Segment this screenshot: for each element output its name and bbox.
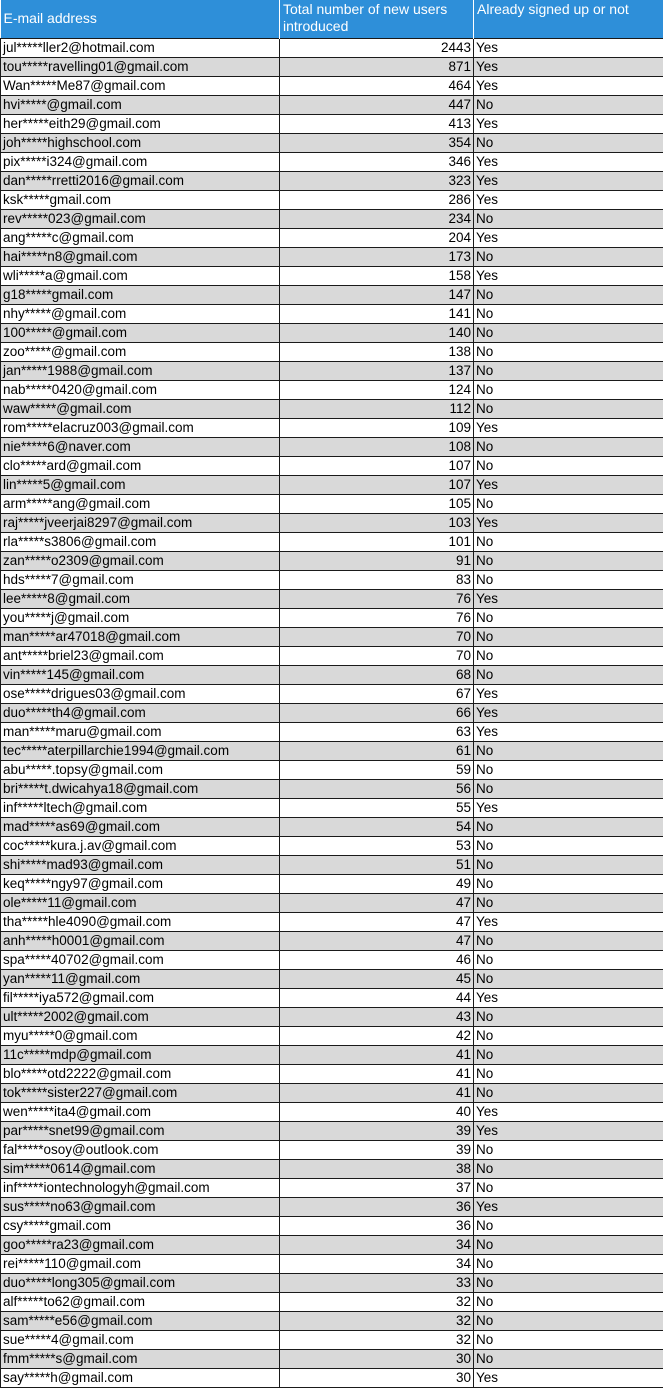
email-cell: rla*****s3806@gmail.com <box>1 532 280 551</box>
email-cell: sue*****4@gmail.com <box>1 1330 280 1349</box>
signed-up-cell: No <box>474 1311 663 1330</box>
new-users-count-cell: 107 <box>280 475 474 494</box>
table-row <box>1 285 663 304</box>
signed-up-cell: No <box>474 950 663 969</box>
new-users-count-cell: 37 <box>280 1178 474 1197</box>
email-cell: rev*****023@gmail.com <box>1 209 280 228</box>
email-cell: fmm*****s@gmail.com <box>1 1349 280 1368</box>
new-users-count-cell: 91 <box>280 551 474 570</box>
signed-up-cell: No <box>474 1216 663 1235</box>
new-users-count-cell: 108 <box>280 437 474 456</box>
table-row <box>1 475 663 494</box>
table-row <box>1 532 663 551</box>
table-row <box>1 1216 663 1235</box>
table-row <box>1 133 663 152</box>
email-cell: bri*****t.dwicahya18@gmail.com <box>1 779 280 798</box>
email-cell: tou*****ravelling01@gmail.com <box>1 57 280 76</box>
new-users-count-cell: 41 <box>280 1083 474 1102</box>
email-cell: shi*****mad93@gmail.com <box>1 855 280 874</box>
email-cell: hai*****n8@gmail.com <box>1 247 280 266</box>
signed-up-cell: Yes <box>474 1121 663 1140</box>
email-cell: inf*****iontechnologyh@gmail.com <box>1 1178 280 1197</box>
table-row <box>1 627 663 646</box>
email-cell: joh*****highschool.com <box>1 133 280 152</box>
new-users-count-cell: 76 <box>280 608 474 627</box>
signed-up-cell: Yes <box>474 190 663 209</box>
email-cell: fal*****osoy@outlook.com <box>1 1140 280 1159</box>
email-cell: sim*****0614@gmail.com <box>1 1159 280 1178</box>
table-row <box>1 1159 663 1178</box>
signed-up-cell: Yes <box>474 171 663 190</box>
new-users-count-cell: 49 <box>280 874 474 893</box>
table-row <box>1 817 663 836</box>
table-row <box>1 380 663 399</box>
signed-up-cell: No <box>474 931 663 950</box>
email-cell: jul*****ller2@hotmail.com <box>1 38 280 57</box>
new-users-count-cell: 346 <box>280 152 474 171</box>
signed-up-cell: No <box>474 437 663 456</box>
new-users-count-cell: 66 <box>280 703 474 722</box>
new-users-count-cell: 112 <box>280 399 474 418</box>
email-cell: par*****snet99@gmail.com <box>1 1121 280 1140</box>
table-row <box>1 950 663 969</box>
signed-up-cell: No <box>474 209 663 228</box>
email-cell: her*****eith29@gmail.com <box>1 114 280 133</box>
signed-up-cell: No <box>474 741 663 760</box>
new-users-count-cell: 2443 <box>280 38 474 57</box>
new-users-count-cell: 30 <box>280 1349 474 1368</box>
table-row <box>1 855 663 874</box>
signed-up-cell: No <box>474 551 663 570</box>
signed-up-cell: No <box>474 1273 663 1292</box>
signed-up-cell: No <box>474 874 663 893</box>
new-users-count-cell: 286 <box>280 190 474 209</box>
email-cell: dan*****rretti2016@gmail.com <box>1 171 280 190</box>
new-users-count-cell: 147 <box>280 285 474 304</box>
table-row <box>1 836 663 855</box>
table-row <box>1 874 663 893</box>
signed-up-cell: No <box>474 304 663 323</box>
signed-up-cell: No <box>474 1026 663 1045</box>
signed-up-cell: Yes <box>474 589 663 608</box>
new-users-count-cell: 54 <box>280 817 474 836</box>
new-users-count-cell: 36 <box>280 1197 474 1216</box>
email-cell: anh*****h0001@gmail.com <box>1 931 280 950</box>
table-row <box>1 1083 663 1102</box>
table-row <box>1 931 663 950</box>
new-users-count-cell: 53 <box>280 836 474 855</box>
signed-up-cell: No <box>474 1349 663 1368</box>
new-users-count-cell: 70 <box>280 646 474 665</box>
email-cell: tec*****aterpillarchie1994@gmail.com <box>1 741 280 760</box>
signed-up-cell: No <box>474 342 663 361</box>
signed-up-cell: No <box>474 1064 663 1083</box>
table-row <box>1 570 663 589</box>
signed-up-cell: No <box>474 1159 663 1178</box>
new-users-count-cell: 67 <box>280 684 474 703</box>
email-cell: yan*****11@gmail.com <box>1 969 280 988</box>
email-cell: say*****h@gmail.com <box>1 1368 280 1387</box>
new-users-count-cell: 36 <box>280 1216 474 1235</box>
table-row <box>1 608 663 627</box>
email-cell: wli*****a@gmail.com <box>1 266 280 285</box>
email-cell: coc*****kura.j.av@gmail.com <box>1 836 280 855</box>
signed-up-cell: Yes <box>474 513 663 532</box>
email-cell: Wan*****Me87@gmail.com <box>1 76 280 95</box>
signed-up-cell: No <box>474 646 663 665</box>
signed-up-cell: No <box>474 665 663 684</box>
signed-up-cell: No <box>474 817 663 836</box>
email-cell: sus*****no63@gmail.com <box>1 1197 280 1216</box>
table-row <box>1 247 663 266</box>
email-cell: rom*****elacruz003@gmail.com <box>1 418 280 437</box>
table-row <box>1 95 663 114</box>
table-row <box>1 399 663 418</box>
new-users-count-cell: 38 <box>280 1159 474 1178</box>
new-users-count-cell: 413 <box>280 114 474 133</box>
signed-up-cell: No <box>474 133 663 152</box>
table-row <box>1 1102 663 1121</box>
email-cell: you*****j@gmail.com <box>1 608 280 627</box>
header-signed-up: Already signed up or not <box>474 0 663 38</box>
table-row <box>1 1292 663 1311</box>
signed-up-cell: No <box>474 380 663 399</box>
signed-up-cell: No <box>474 323 663 342</box>
table-row <box>1 171 663 190</box>
email-cell: nhy*****@gmail.com <box>1 304 280 323</box>
signed-up-cell: No <box>474 1140 663 1159</box>
email-cell: ang*****c@gmail.com <box>1 228 280 247</box>
new-users-count-cell: 51 <box>280 855 474 874</box>
new-users-count-cell: 141 <box>280 304 474 323</box>
new-users-count-cell: 63 <box>280 722 474 741</box>
table-row <box>1 969 663 988</box>
new-users-count-cell: 354 <box>280 133 474 152</box>
table-row <box>1 1311 663 1330</box>
table-row <box>1 1121 663 1140</box>
signed-up-cell: Yes <box>474 228 663 247</box>
new-users-count-cell: 137 <box>280 361 474 380</box>
new-users-count-cell: 447 <box>280 95 474 114</box>
email-cell: ole*****11@gmail.com <box>1 893 280 912</box>
new-users-count-cell: 103 <box>280 513 474 532</box>
table-body <box>1 38 663 1387</box>
header-new-users-count: Total number of new users introduced <box>280 0 474 38</box>
signed-up-cell: No <box>474 969 663 988</box>
table-row <box>1 1349 663 1368</box>
table-row <box>1 494 663 513</box>
email-cell: ant*****briel23@gmail.com <box>1 646 280 665</box>
table-row <box>1 114 663 133</box>
new-users-count-cell: 140 <box>280 323 474 342</box>
signed-up-cell: No <box>474 361 663 380</box>
signed-up-cell: Yes <box>474 703 663 722</box>
email-cell: alf*****to62@gmail.com <box>1 1292 280 1311</box>
header-email: E-mail address <box>1 0 280 38</box>
table-row <box>1 456 663 475</box>
email-cell: inf*****ltech@gmail.com <box>1 798 280 817</box>
signed-up-cell: Yes <box>474 57 663 76</box>
new-users-count-cell: 47 <box>280 893 474 912</box>
table-row <box>1 551 663 570</box>
table-row <box>1 76 663 95</box>
email-cell: man*****maru@gmail.com <box>1 722 280 741</box>
table-row <box>1 703 663 722</box>
table-row <box>1 646 663 665</box>
signed-up-cell: Yes <box>474 266 663 285</box>
email-cell: abu*****.topsy@gmail.com <box>1 760 280 779</box>
email-cell: goo*****ra23@gmail.com <box>1 1235 280 1254</box>
table-row <box>1 779 663 798</box>
signed-up-cell: No <box>474 1292 663 1311</box>
signed-up-cell: Yes <box>474 798 663 817</box>
table-row <box>1 418 663 437</box>
new-users-count-cell: 83 <box>280 570 474 589</box>
email-cell: ult*****2002@gmail.com <box>1 1007 280 1026</box>
email-cell: raj*****jveerjai8297@gmail.com <box>1 513 280 532</box>
new-users-count-cell: 46 <box>280 950 474 969</box>
signed-up-cell: Yes <box>474 418 663 437</box>
email-cell: hvi*****@gmail.com <box>1 95 280 114</box>
email-cell: mad*****as69@gmail.com <box>1 817 280 836</box>
email-cell: clo*****ard@gmail.com <box>1 456 280 475</box>
new-users-count-cell: 234 <box>280 209 474 228</box>
table-row <box>1 1026 663 1045</box>
new-users-count-cell: 43 <box>280 1007 474 1026</box>
table-row <box>1 1140 663 1159</box>
table-row <box>1 665 663 684</box>
table-row <box>1 152 663 171</box>
new-users-count-cell: 39 <box>280 1121 474 1140</box>
signed-up-cell: No <box>474 247 663 266</box>
signed-up-cell: Yes <box>474 722 663 741</box>
header-row <box>1 0 663 38</box>
new-users-count-cell: 32 <box>280 1311 474 1330</box>
signed-up-cell: Yes <box>474 684 663 703</box>
email-cell: csy*****gmail.com <box>1 1216 280 1235</box>
new-users-count-cell: 464 <box>280 76 474 95</box>
signed-up-cell: Yes <box>474 76 663 95</box>
email-cell: zoo*****@gmail.com <box>1 342 280 361</box>
new-users-count-cell: 42 <box>280 1026 474 1045</box>
signed-up-cell: No <box>474 1235 663 1254</box>
new-users-count-cell: 76 <box>280 589 474 608</box>
signed-up-cell: Yes <box>474 475 663 494</box>
email-cell: blo*****otd2222@gmail.com <box>1 1064 280 1083</box>
new-users-count-cell: 34 <box>280 1254 474 1273</box>
new-users-count-cell: 109 <box>280 418 474 437</box>
table-row <box>1 798 663 817</box>
table-row <box>1 684 663 703</box>
table-row <box>1 513 663 532</box>
new-users-count-cell: 34 <box>280 1235 474 1254</box>
email-cell: duo*****long305@gmail.com <box>1 1273 280 1292</box>
new-users-count-cell: 158 <box>280 266 474 285</box>
new-users-count-cell: 32 <box>280 1292 474 1311</box>
new-users-count-cell: 138 <box>280 342 474 361</box>
email-cell: tha*****hle4090@gmail.com <box>1 912 280 931</box>
table-row <box>1 228 663 247</box>
email-cell: nie*****6@naver.com <box>1 437 280 456</box>
table-row <box>1 266 663 285</box>
email-cell: myu*****0@gmail.com <box>1 1026 280 1045</box>
signed-up-cell: No <box>474 570 663 589</box>
signed-up-cell: No <box>474 456 663 475</box>
new-users-count-cell: 105 <box>280 494 474 513</box>
email-cell: tok*****sister227@gmail.com <box>1 1083 280 1102</box>
new-users-count-cell: 70 <box>280 627 474 646</box>
signed-up-cell: No <box>474 608 663 627</box>
table-row <box>1 912 663 931</box>
new-users-count-cell: 40 <box>280 1102 474 1121</box>
new-users-count-cell: 45 <box>280 969 474 988</box>
signed-up-cell: No <box>474 1330 663 1349</box>
signed-up-cell: Yes <box>474 1197 663 1216</box>
new-users-count-cell: 101 <box>280 532 474 551</box>
email-cell: duo*****th4@gmail.com <box>1 703 280 722</box>
table-row <box>1 1064 663 1083</box>
signed-up-cell: Yes <box>474 1368 663 1387</box>
email-cell: nab*****0420@gmail.com <box>1 380 280 399</box>
table-row <box>1 1007 663 1026</box>
signed-up-cell: No <box>474 285 663 304</box>
signed-up-cell: No <box>474 494 663 513</box>
new-users-count-cell: 32 <box>280 1330 474 1349</box>
new-users-count-cell: 61 <box>280 741 474 760</box>
signed-up-cell: No <box>474 399 663 418</box>
signed-up-cell: No <box>474 532 663 551</box>
table-row <box>1 342 663 361</box>
email-cell: sam*****e56@gmail.com <box>1 1311 280 1330</box>
signed-up-cell: Yes <box>474 912 663 931</box>
signed-up-cell: No <box>474 627 663 646</box>
signed-up-cell: No <box>474 779 663 798</box>
new-users-count-cell: 55 <box>280 798 474 817</box>
signed-up-cell: No <box>474 95 663 114</box>
table-row <box>1 323 663 342</box>
table-row <box>1 1045 663 1064</box>
email-cell: waw*****@gmail.com <box>1 399 280 418</box>
email-cell: fil*****iya572@gmail.com <box>1 988 280 1007</box>
email-cell: arm*****ang@gmail.com <box>1 494 280 513</box>
signed-up-cell: No <box>474 1178 663 1197</box>
new-users-count-cell: 59 <box>280 760 474 779</box>
email-cell: lee*****8@gmail.com <box>1 589 280 608</box>
table-row <box>1 361 663 380</box>
table-row <box>1 38 663 57</box>
email-cell: 11c*****mdp@gmail.com <box>1 1045 280 1064</box>
table-row <box>1 893 663 912</box>
signed-up-cell: No <box>474 1254 663 1273</box>
email-cell: ksk*****gmail.com <box>1 190 280 209</box>
signed-up-cell: No <box>474 1007 663 1026</box>
email-cell: hds*****7@gmail.com <box>1 570 280 589</box>
signed-up-cell: No <box>474 760 663 779</box>
new-users-count-cell: 323 <box>280 171 474 190</box>
new-users-count-cell: 871 <box>280 57 474 76</box>
signed-up-cell: No <box>474 1083 663 1102</box>
new-users-count-cell: 173 <box>280 247 474 266</box>
signed-up-cell: Yes <box>474 38 663 57</box>
table-row <box>1 1368 663 1387</box>
new-users-count-cell: 33 <box>280 1273 474 1292</box>
signed-up-cell: Yes <box>474 988 663 1007</box>
new-users-count-cell: 56 <box>280 779 474 798</box>
table-row <box>1 304 663 323</box>
signed-up-cell: Yes <box>474 152 663 171</box>
signed-up-cell: No <box>474 855 663 874</box>
new-users-count-cell: 47 <box>280 912 474 931</box>
table-row <box>1 760 663 779</box>
table-row <box>1 1254 663 1273</box>
new-users-count-cell: 107 <box>280 456 474 475</box>
email-cell: lin*****5@gmail.com <box>1 475 280 494</box>
table-row <box>1 589 663 608</box>
new-users-count-cell: 41 <box>280 1064 474 1083</box>
email-cell: 100*****@gmail.com <box>1 323 280 342</box>
email-cell: man*****ar47018@gmail.com <box>1 627 280 646</box>
table-row <box>1 190 663 209</box>
signed-up-cell: No <box>474 836 663 855</box>
email-cell: rei*****110@gmail.com <box>1 1254 280 1273</box>
email-cell: ose*****drigues03@gmail.com <box>1 684 280 703</box>
signed-up-cell: Yes <box>474 114 663 133</box>
table-row <box>1 722 663 741</box>
new-users-count-cell: 68 <box>280 665 474 684</box>
new-users-count-cell: 124 <box>280 380 474 399</box>
signed-up-cell: Yes <box>474 1102 663 1121</box>
new-users-count-cell: 41 <box>280 1045 474 1064</box>
new-users-count-cell: 44 <box>280 988 474 1007</box>
email-cell: vin*****145@gmail.com <box>1 665 280 684</box>
email-cell: keq*****ngy97@gmail.com <box>1 874 280 893</box>
table-row <box>1 1330 663 1349</box>
table-row <box>1 1273 663 1292</box>
table-row <box>1 437 663 456</box>
new-users-count-cell: 47 <box>280 931 474 950</box>
table-row <box>1 209 663 228</box>
table-row <box>1 988 663 1007</box>
table-row <box>1 1178 663 1197</box>
signed-up-cell: No <box>474 893 663 912</box>
email-cell: wen*****ita4@gmail.com <box>1 1102 280 1121</box>
email-cell: pix*****i324@gmail.com <box>1 152 280 171</box>
signed-up-cell: No <box>474 1045 663 1064</box>
new-users-count-cell: 30 <box>280 1368 474 1387</box>
new-users-count-cell: 204 <box>280 228 474 247</box>
email-cell: spa*****40702@gmail.com <box>1 950 280 969</box>
email-cell: g18*****gmail.com <box>1 285 280 304</box>
table-row <box>1 741 663 760</box>
email-cell: jan*****1988@gmail.com <box>1 361 280 380</box>
table-row <box>1 1235 663 1254</box>
table-row <box>1 57 663 76</box>
new-users-count-cell: 39 <box>280 1140 474 1159</box>
table-row <box>1 1197 663 1216</box>
email-cell: zan*****o2309@gmail.com <box>1 551 280 570</box>
